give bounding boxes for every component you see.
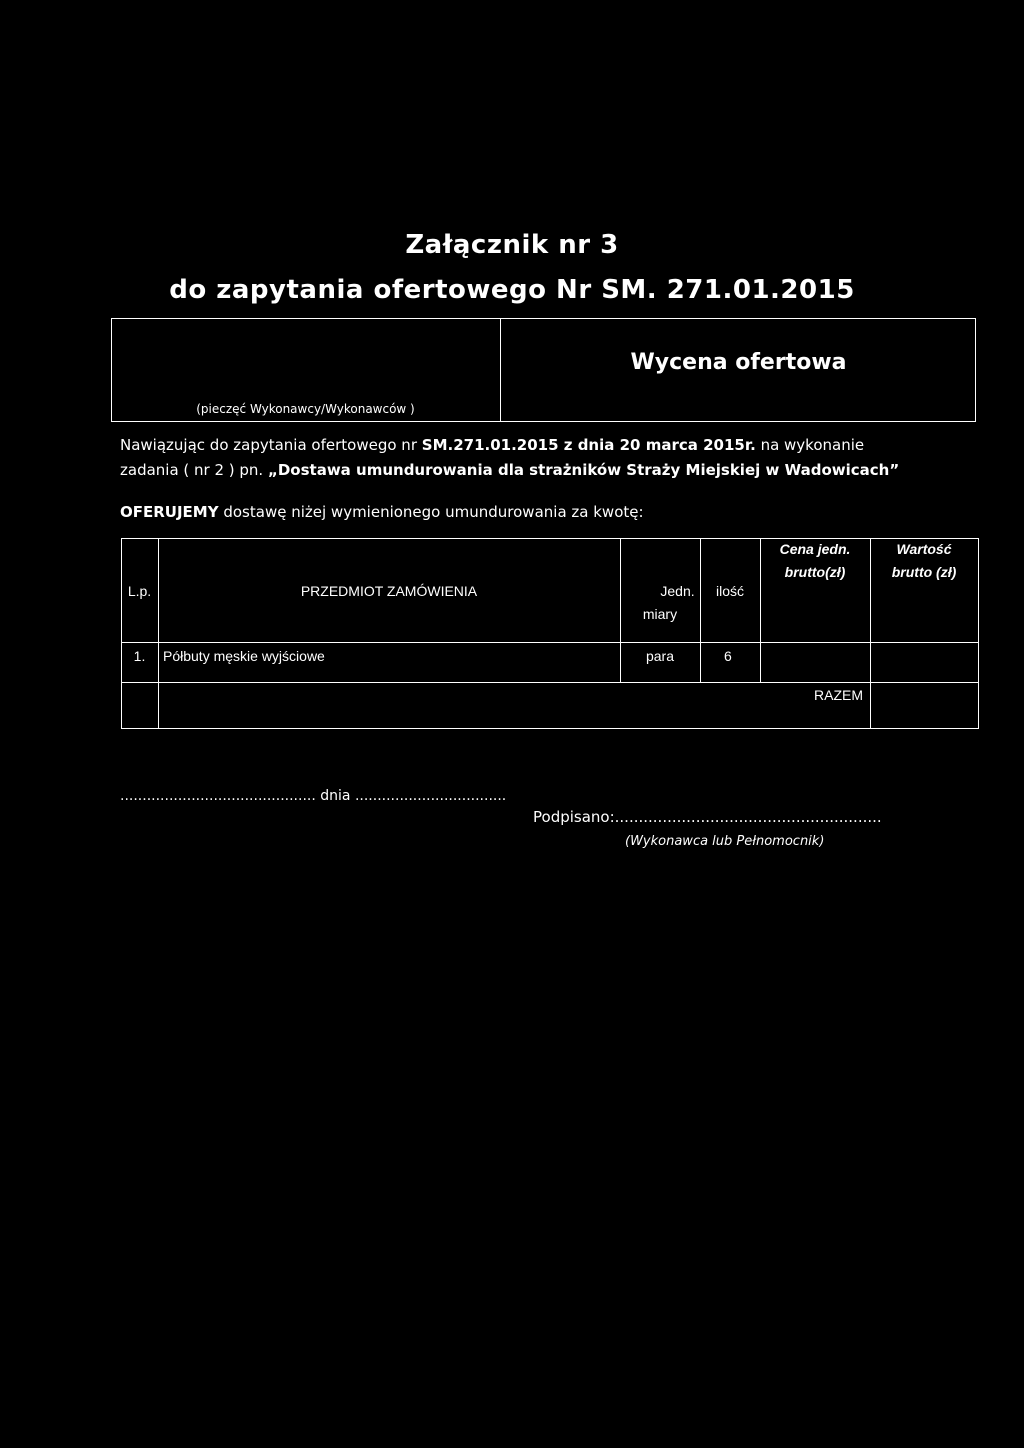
- intro-line-2: [120, 461, 899, 479]
- row-item: Półbuty męskie wyjściowe: [163, 648, 325, 664]
- table-border-bottom: [121, 728, 979, 729]
- offer-text: dostawę niżej wymienionego umundurowania za kwotę:: [218, 503, 644, 521]
- table-row-divider: [121, 682, 979, 683]
- header-unit: miary: [642, 606, 678, 622]
- header-item: PRZEDMIOT ZAMÓWIENIA: [300, 583, 478, 599]
- offer-line: [120, 503, 644, 521]
- box-title: Wycena ofertowa: [630, 350, 847, 375]
- offer-keyword: OFERUJEMY: [120, 503, 219, 521]
- header-value: Wartość: [896, 541, 952, 557]
- header-qty: ilość: [715, 583, 744, 599]
- stamp-caption: (pieczęć Wykonawcy/Wykonawców ): [196, 402, 415, 416]
- row-qty: 6: [724, 648, 732, 664]
- place-date-line: ............................................ dnia ..................................: [120, 788, 507, 804]
- signed-note: (Wykonawca lub Pełnomocnik): [625, 834, 825, 849]
- intro-text: na wykonanie: [755, 436, 865, 454]
- total-label: RAZEM: [814, 687, 863, 703]
- intro-text: zadania ( nr 2 ) pn.: [120, 461, 268, 479]
- signed-line: Podpisano:........................................................: [533, 808, 882, 826]
- table-col-divider: [760, 538, 761, 683]
- document-title: Załącznik nr 3: [405, 230, 619, 260]
- table-border-top: [121, 538, 979, 539]
- intro-text: Nawiązując do zapytania ofertowego nr: [120, 436, 422, 454]
- intro-reference: SM.271.01.2015 z dnia 20 marca 2015r.: [421, 436, 756, 454]
- header-unit: Jedn.: [660, 583, 695, 599]
- table-row-divider: [121, 642, 979, 643]
- row-unit: para: [645, 648, 675, 664]
- row-lp: 1.: [133, 648, 146, 664]
- document-subtitle: do zapytania ofertowego Nr SM. 271.01.2015: [169, 275, 855, 305]
- table-border-right: [978, 538, 979, 729]
- header-unit-price: brutto(zł): [784, 564, 846, 580]
- table-border-left: [121, 538, 122, 729]
- table-col-divider: [158, 538, 159, 729]
- task-name: „Dostawa umundurowania dla strażników Straży Miejskiej w Wadowicach”: [267, 461, 900, 479]
- table-col-divider: [700, 538, 701, 683]
- header-lp: L.p.: [127, 583, 152, 599]
- header-unit-price: Cena jedn.: [779, 541, 851, 557]
- header-value: brutto (zł): [891, 564, 957, 580]
- intro-line-1: [120, 436, 864, 454]
